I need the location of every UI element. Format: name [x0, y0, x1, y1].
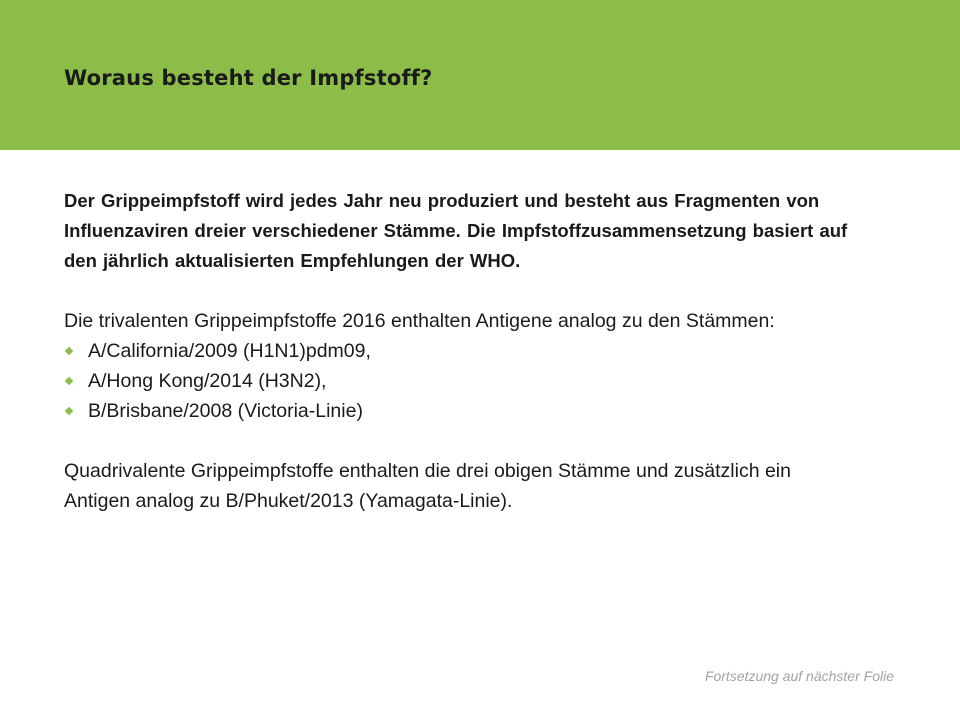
trivalent-paragraph: Die trivalenten Grippeimpfstoffe 2016 enthalten Antigene analog zu den Stämmen: [64, 310, 775, 332]
diamond-bullet-icon [65, 377, 73, 385]
strain-label: A/California/2009 (H1N1)pdm09, [88, 340, 371, 362]
diamond-bullet-icon [65, 407, 73, 415]
slide-content [64, 186, 854, 516]
strain-list [64, 336, 854, 426]
strain-label: B/Brisbane/2008 (Victoria-Linie) [88, 400, 363, 422]
strain-label: A/Hong Kong/2014 (H3N2), [88, 370, 327, 392]
slide-title: Woraus besteht der Impfstoff? [64, 66, 433, 90]
intro-paragraph: Der Grippeimpfstoff wird jedes Jahr neu produziert und besteht aus Fragmenten von Influenzaviren dreier verschiedener Stämme. Die Impfstoffzusammensetzung basiert auf den jährlich aktualisierten Empfehlungen der WHO. [64, 190, 848, 271]
list-item [64, 396, 854, 426]
list-item [64, 366, 854, 396]
continuation-note: Fortsetzung auf nächster Folie [704, 668, 894, 684]
quadrivalent-paragraph: Quadrivalente Grippeimpfstoffe enthalten die drei obigen Stämme und zusätzlich ein Antigen analog zu B/Phuket/2013 (Yamagata-Linie). [64, 460, 791, 512]
list-item [64, 336, 854, 366]
diamond-bullet-icon [65, 347, 73, 355]
